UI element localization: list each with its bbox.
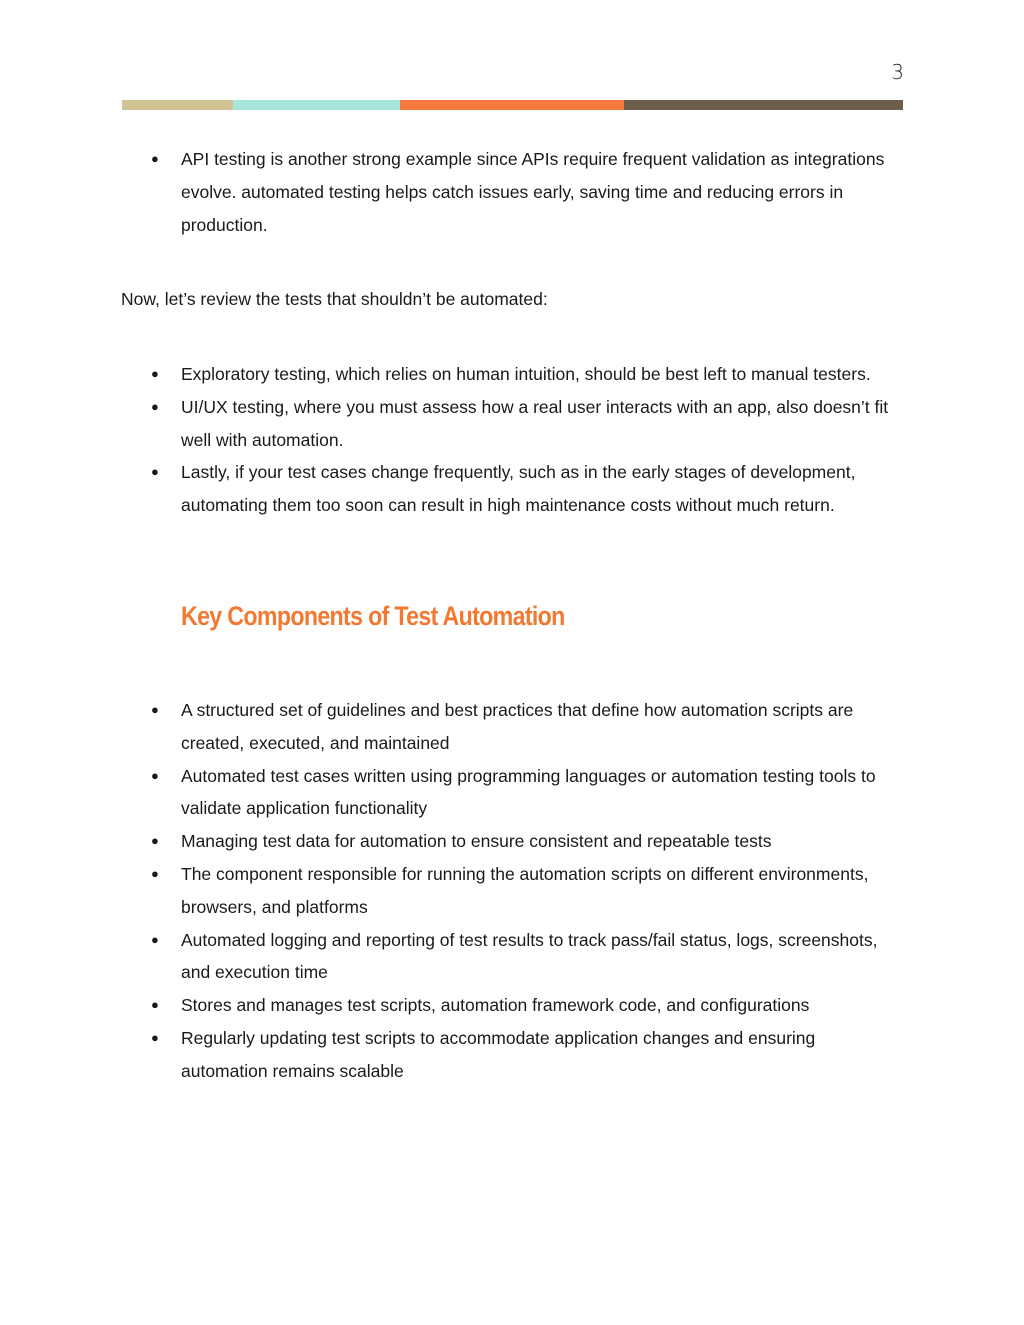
list-item: ● Regularly updating test scripts to accommodate application changes and ensuring automation remains scalable: [121, 1022, 903, 1088]
list-item: ● Automated logging and reporting of test results to track pass/fail status, logs, screenshots, and execution time: [121, 924, 903, 990]
automation-examples-list: [121, 143, 903, 241]
decorative-color-bar: [122, 100, 903, 110]
color-bar-segment-2: [233, 100, 400, 110]
list-item: ● Automated test cases written using programming languages or automation testing tools to validate application functionality: [121, 760, 903, 826]
list-item: ● Stores and manages test scripts, automation framework code, and configurations: [121, 989, 903, 1022]
color-bar-segment-1: [122, 100, 233, 110]
list-item: ● Exploratory testing, which relies on human intuition, should be best left to manual testers.: [121, 358, 903, 391]
list-item: ● A structured set of guidelines and best practices that define how automation scripts are created, executed, and maintained: [121, 694, 903, 760]
intro-paragraph: Now, let’s review the tests that shouldn’t be automated:: [121, 289, 548, 309]
list-item: ● Managing test data for automation to ensure consistent and repeatable tests: [121, 825, 903, 858]
list-item: ● Lastly, if your test cases change frequently, such as in the early stages of development, automating them too soon can result in high maintenance costs without much return.: [121, 456, 903, 522]
page-number: 3: [891, 60, 904, 84]
non-automated-tests-list: [121, 358, 903, 522]
list-item: ● API testing is another strong example since APIs require frequent validation as integrations evolve. automated testing helps catch issues early, saving time and reducing errors in production.: [121, 143, 903, 241]
color-bar-segment-3: [400, 100, 624, 110]
key-components-list: [121, 694, 903, 1088]
list-item: ● UI/UX testing, where you must assess how a real user interacts with an app, also doesn’t fit well with automation.: [121, 391, 903, 457]
color-bar-segment-4: [624, 100, 903, 110]
list-item: ● The component responsible for running the automation scripts on different environments, browsers, and platforms: [121, 858, 903, 924]
section-heading: Key Components of Test Automation: [181, 601, 565, 631]
